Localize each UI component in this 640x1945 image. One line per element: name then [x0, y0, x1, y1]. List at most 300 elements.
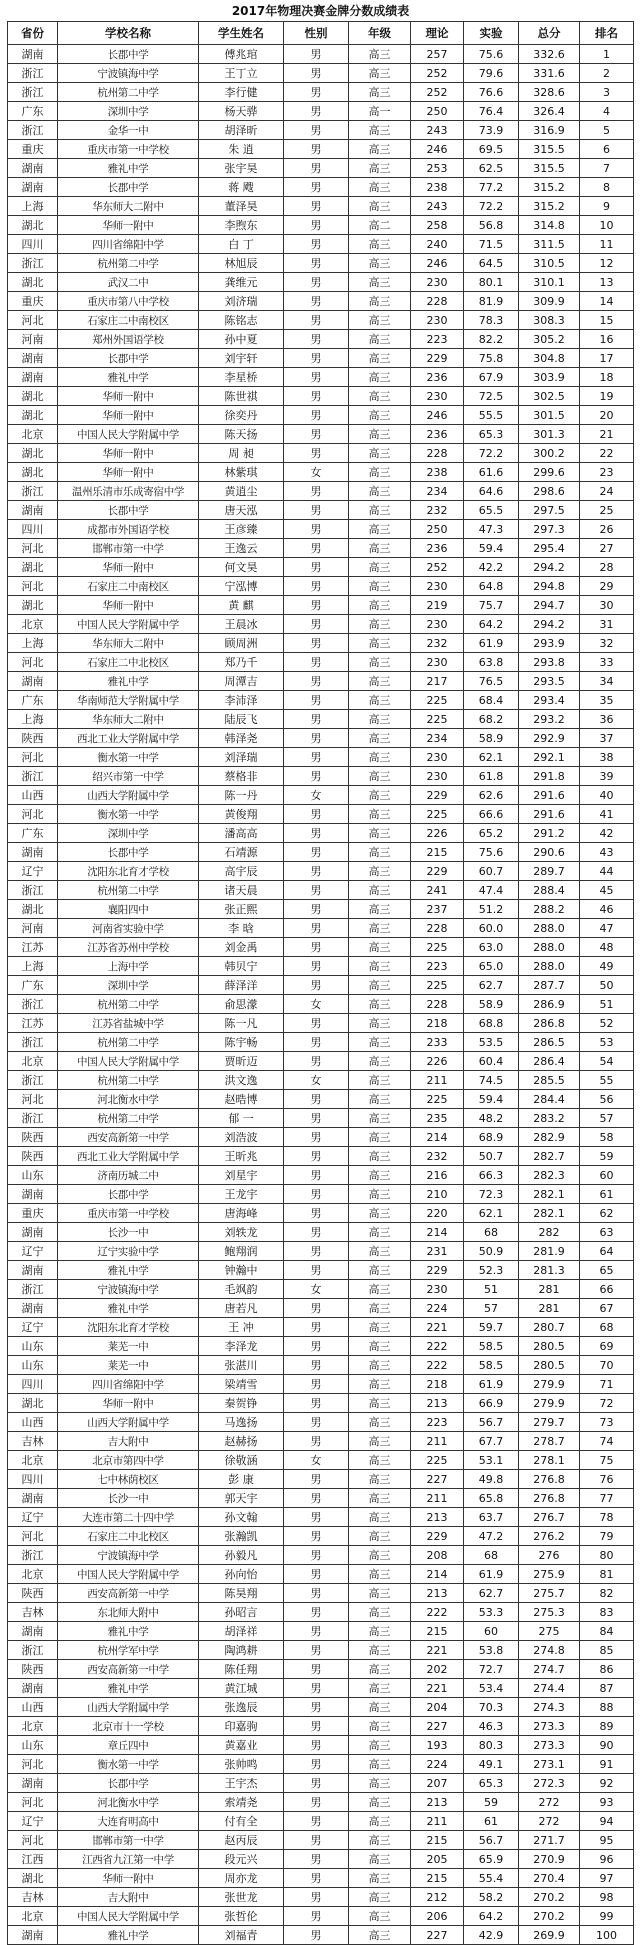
experiment-cell: 64.6	[464, 482, 519, 501]
province-cell: 湖北	[8, 558, 58, 577]
table-body	[8, 45, 634, 1945]
grade-cell: 高二	[349, 216, 411, 235]
grade-cell: 高三	[349, 1185, 411, 1204]
student-cell: 高宇辰	[199, 862, 284, 881]
rank-cell: 18	[580, 368, 634, 387]
rank-cell: 27	[580, 539, 634, 558]
theory-cell: 208	[411, 1546, 464, 1565]
table-row	[8, 748, 634, 767]
school-cell: 雅礼中学	[58, 368, 199, 387]
table-row	[8, 235, 634, 254]
school-cell: 长郡中学	[58, 45, 199, 64]
student-cell: 王逸云	[199, 539, 284, 558]
gender-cell: 男	[284, 83, 349, 102]
theory-cell: 205	[411, 1850, 464, 1869]
theory-cell: 230	[411, 653, 464, 672]
experiment-cell: 75.6	[464, 45, 519, 64]
rank-cell: 98	[580, 1888, 634, 1907]
total-cell: 272	[519, 1793, 580, 1812]
school-cell: 长郡中学	[58, 501, 199, 520]
experiment-cell: 62.7	[464, 976, 519, 995]
table-row	[8, 558, 634, 577]
table-row	[8, 1261, 634, 1280]
theory-cell: 219	[411, 596, 464, 615]
rank-cell: 52	[580, 1014, 634, 1033]
grade-cell: 高三	[349, 1736, 411, 1755]
experiment-cell: 75.7	[464, 596, 519, 615]
province-cell: 山东	[8, 1736, 58, 1755]
rank-cell: 20	[580, 406, 634, 425]
table-row	[8, 178, 634, 197]
gender-cell: 男	[284, 1679, 349, 1698]
school-cell: 河北衡水中学	[58, 1090, 199, 1109]
experiment-cell: 55.4	[464, 1869, 519, 1888]
theory-cell: 211	[411, 1071, 464, 1090]
experiment-cell: 50.7	[464, 1147, 519, 1166]
rank-cell: 34	[580, 672, 634, 691]
rank-cell: 62	[580, 1204, 634, 1223]
experiment-cell: 80.1	[464, 273, 519, 292]
province-cell: 浙江	[8, 482, 58, 501]
province-cell: 四川	[8, 1470, 58, 1489]
theory-cell: 229	[411, 1527, 464, 1546]
rank-cell: 5	[580, 121, 634, 140]
school-cell: 华师一附中	[58, 444, 199, 463]
theory-cell: 225	[411, 1451, 464, 1470]
medal-score-table	[7, 0, 634, 1945]
total-cell: 326.4	[519, 102, 580, 121]
province-cell: 山西	[8, 786, 58, 805]
rank-cell: 3	[580, 83, 634, 102]
gender-cell: 男	[284, 1394, 349, 1413]
experiment-cell: 62.7	[464, 1584, 519, 1603]
table-row	[8, 254, 634, 273]
table-row	[8, 330, 634, 349]
total-cell: 270.9	[519, 1850, 580, 1869]
rank-cell: 58	[580, 1128, 634, 1147]
student-cell: 陈昊翔	[199, 1584, 284, 1603]
total-cell: 288.0	[519, 919, 580, 938]
school-cell: 沈阳东北育才学校	[58, 862, 199, 881]
student-cell: 索靖尧	[199, 1793, 284, 1812]
experiment-cell: 63.7	[464, 1508, 519, 1527]
rank-cell: 82	[580, 1584, 634, 1603]
student-cell: 王宇杰	[199, 1774, 284, 1793]
school-cell: 邯郸市第一中学	[58, 1831, 199, 1850]
student-cell: 顾周洲	[199, 634, 284, 653]
total-cell: 288.4	[519, 881, 580, 900]
student-cell: 李沛泽	[199, 691, 284, 710]
theory-cell: 211	[411, 1489, 464, 1508]
experiment-cell: 66.9	[464, 1394, 519, 1413]
student-cell: 刘金禹	[199, 938, 284, 957]
province-cell: 湖北	[8, 406, 58, 425]
experiment-cell: 53.4	[464, 1679, 519, 1698]
grade-cell: 高三	[349, 577, 411, 596]
theory-cell: 229	[411, 349, 464, 368]
experiment-cell: 58.9	[464, 995, 519, 1014]
student-cell: 李星桥	[199, 368, 284, 387]
student-cell: 张逸辰	[199, 1698, 284, 1717]
gender-cell: 男	[284, 1413, 349, 1432]
student-cell: 韩泽尧	[199, 729, 284, 748]
grade-cell: 高三	[349, 1299, 411, 1318]
theory-cell: 246	[411, 406, 464, 425]
grade-cell: 高三	[349, 1641, 411, 1660]
province-cell: 重庆	[8, 1204, 58, 1223]
rank-cell: 99	[580, 1907, 634, 1926]
table-row	[8, 900, 634, 919]
province-cell: 辽宁	[8, 1812, 58, 1831]
student-cell: 刘浩波	[199, 1128, 284, 1147]
table-row	[8, 425, 634, 444]
column-header-grade: 年级	[349, 22, 411, 45]
rank-cell: 95	[580, 1831, 634, 1850]
table-row	[8, 1812, 634, 1831]
table-row	[8, 1185, 634, 1204]
gender-cell: 男	[284, 1109, 349, 1128]
school-cell: 石家庄二中南校区	[58, 577, 199, 596]
header-row	[8, 22, 634, 45]
school-cell: 杭州第二中学	[58, 1109, 199, 1128]
table-row	[8, 45, 634, 64]
experiment-cell: 66.6	[464, 805, 519, 824]
table-row	[8, 805, 634, 824]
experiment-cell: 56.7	[464, 1831, 519, 1850]
school-cell: 莱芜一中	[58, 1337, 199, 1356]
total-cell: 282.9	[519, 1128, 580, 1147]
province-cell: 浙江	[8, 83, 58, 102]
table-row	[8, 1736, 634, 1755]
theory-cell: 222	[411, 1337, 464, 1356]
theory-cell: 234	[411, 729, 464, 748]
student-cell: 诸天晨	[199, 881, 284, 900]
rank-cell: 10	[580, 216, 634, 235]
grade-cell: 高三	[349, 1033, 411, 1052]
student-cell: 潘高高	[199, 824, 284, 843]
table-row	[8, 1774, 634, 1793]
total-cell: 316.9	[519, 121, 580, 140]
grade-cell: 高三	[349, 1470, 411, 1489]
school-cell: 华师一附中	[58, 1394, 199, 1413]
student-cell: 印嘉驹	[199, 1717, 284, 1736]
experiment-cell: 67.7	[464, 1432, 519, 1451]
total-cell: 294.2	[519, 615, 580, 634]
total-cell: 292.9	[519, 729, 580, 748]
table-row	[8, 406, 634, 425]
rank-cell: 44	[580, 862, 634, 881]
school-cell: 山西大学附属中学	[58, 1413, 199, 1432]
school-cell: 长郡中学	[58, 178, 199, 197]
province-cell: 吉林	[8, 1432, 58, 1451]
experiment-cell: 65.3	[464, 1774, 519, 1793]
gender-cell: 男	[284, 1774, 349, 1793]
table-row	[8, 349, 634, 368]
experiment-cell: 75.6	[464, 843, 519, 862]
gender-cell: 女	[284, 1451, 349, 1470]
theory-cell: 230	[411, 387, 464, 406]
total-cell: 272.3	[519, 1774, 580, 1793]
student-cell: 鲍翔润	[199, 1242, 284, 1261]
school-cell: 沈阳东北育才学校	[58, 1318, 199, 1337]
province-cell: 浙江	[8, 881, 58, 900]
student-cell: 张瀚凯	[199, 1527, 284, 1546]
student-cell: 王晨冰	[199, 615, 284, 634]
theory-cell: 250	[411, 102, 464, 121]
rank-cell: 65	[580, 1261, 634, 1280]
rank-cell: 94	[580, 1812, 634, 1831]
province-cell: 北京	[8, 1451, 58, 1470]
theory-cell: 230	[411, 273, 464, 292]
school-cell: 中国人民大学附属中学	[58, 1052, 199, 1071]
school-cell: 华东师大二附中	[58, 634, 199, 653]
rank-cell: 55	[580, 1071, 634, 1090]
gender-cell: 男	[284, 45, 349, 64]
grade-cell: 高三	[349, 596, 411, 615]
rank-cell: 90	[580, 1736, 634, 1755]
theory-cell: 226	[411, 1052, 464, 1071]
rank-cell: 76	[580, 1470, 634, 1489]
total-cell: 276.2	[519, 1527, 580, 1546]
student-cell: 张世龙	[199, 1888, 284, 1907]
grade-cell: 高三	[349, 1166, 411, 1185]
table-row	[8, 1603, 634, 1622]
province-cell: 浙江	[8, 1641, 58, 1660]
table-row	[8, 1907, 634, 1926]
experiment-cell: 52.3	[464, 1261, 519, 1280]
rank-cell: 85	[580, 1641, 634, 1660]
rank-cell: 89	[580, 1717, 634, 1736]
theory-cell: 233	[411, 1033, 464, 1052]
table-row	[8, 1242, 634, 1261]
school-cell: 西安高新第一中学	[58, 1584, 199, 1603]
theory-cell: 252	[411, 64, 464, 83]
school-cell: 四川省绵阳中学	[58, 1375, 199, 1394]
theory-cell: 228	[411, 444, 464, 463]
table-row	[8, 102, 634, 121]
experiment-cell: 53.5	[464, 1033, 519, 1052]
table-row	[8, 1888, 634, 1907]
student-cell: 白 丁	[199, 235, 284, 254]
student-cell: 王龙宇	[199, 1185, 284, 1204]
school-cell: 中国人民大学附属中学	[58, 1565, 199, 1584]
province-cell: 浙江	[8, 1033, 58, 1052]
student-cell: 林旭辰	[199, 254, 284, 273]
total-cell: 278.1	[519, 1451, 580, 1470]
school-cell: 辽宁实验中学	[58, 1242, 199, 1261]
school-cell: 重庆市第一中学校	[58, 140, 199, 159]
rank-cell: 50	[580, 976, 634, 995]
school-cell: 山西大学附属中学	[58, 1698, 199, 1717]
province-cell: 山东	[8, 1166, 58, 1185]
table-row	[8, 843, 634, 862]
gender-cell: 男	[284, 1755, 349, 1774]
school-cell: 华师一附中	[58, 596, 199, 615]
rank-cell: 30	[580, 596, 634, 615]
school-cell: 杭州第二中学	[58, 995, 199, 1014]
province-cell: 湖南	[8, 1489, 58, 1508]
gender-cell: 男	[284, 1147, 349, 1166]
rank-cell: 40	[580, 786, 634, 805]
gender-cell: 男	[284, 330, 349, 349]
experiment-cell: 57	[464, 1299, 519, 1318]
grade-cell: 高三	[349, 463, 411, 482]
theory-cell: 230	[411, 748, 464, 767]
school-cell: 金华一中	[58, 121, 199, 140]
theory-cell: 224	[411, 1755, 464, 1774]
grade-cell: 高三	[349, 1242, 411, 1261]
school-cell: 东北师大附中	[58, 1603, 199, 1622]
total-cell: 279.9	[519, 1375, 580, 1394]
theory-cell: 232	[411, 501, 464, 520]
province-cell: 湖南	[8, 501, 58, 520]
grade-cell: 高三	[349, 1204, 411, 1223]
province-cell: 河北	[8, 577, 58, 596]
theory-cell: 225	[411, 805, 464, 824]
student-cell: 李行健	[199, 83, 284, 102]
grade-cell: 高三	[349, 1337, 411, 1356]
experiment-cell: 53.1	[464, 1451, 519, 1470]
theory-cell: 257	[411, 45, 464, 64]
experiment-cell: 66.3	[464, 1166, 519, 1185]
experiment-cell: 73.9	[464, 121, 519, 140]
theory-cell: 238	[411, 463, 464, 482]
province-cell: 广东	[8, 102, 58, 121]
total-cell: 283.2	[519, 1109, 580, 1128]
student-cell: 赵赫扬	[199, 1432, 284, 1451]
rank-cell: 96	[580, 1850, 634, 1869]
total-cell: 315.2	[519, 197, 580, 216]
table-row	[8, 577, 634, 596]
province-cell: 湖北	[8, 1869, 58, 1888]
school-cell: 西安高新第一中学	[58, 1660, 199, 1679]
school-cell: 衡水第一中学	[58, 805, 199, 824]
total-cell: 293.9	[519, 634, 580, 653]
province-cell: 浙江	[8, 64, 58, 83]
student-cell: 陆辰飞	[199, 710, 284, 729]
experiment-cell: 80.3	[464, 1736, 519, 1755]
gender-cell: 男	[284, 1375, 349, 1394]
gender-cell: 男	[284, 140, 349, 159]
province-cell: 山东	[8, 1337, 58, 1356]
province-cell: 河北	[8, 1793, 58, 1812]
experiment-cell: 74.5	[464, 1071, 519, 1090]
theory-cell: 211	[411, 1812, 464, 1831]
table-row	[8, 957, 634, 976]
experiment-cell: 59.4	[464, 1090, 519, 1109]
student-cell: 赵丙辰	[199, 1831, 284, 1850]
theory-cell: 236	[411, 368, 464, 387]
total-cell: 291.6	[519, 786, 580, 805]
theory-cell: 231	[411, 1242, 464, 1261]
theory-cell: 215	[411, 1831, 464, 1850]
school-cell: 华师一附中	[58, 216, 199, 235]
school-cell: 北京市第四中学	[58, 1451, 199, 1470]
student-cell: 刘星宇	[199, 1166, 284, 1185]
student-cell: 蔡格非	[199, 767, 284, 786]
grade-cell: 高三	[349, 767, 411, 786]
total-cell: 331.6	[519, 64, 580, 83]
theory-cell: 230	[411, 577, 464, 596]
gender-cell: 男	[284, 1527, 349, 1546]
theory-cell: 232	[411, 1147, 464, 1166]
student-cell: 陈天扬	[199, 425, 284, 444]
province-cell: 湖北	[8, 463, 58, 482]
gender-cell: 男	[284, 425, 349, 444]
gender-cell: 男	[284, 900, 349, 919]
total-cell: 282.7	[519, 1147, 580, 1166]
rank-cell: 12	[580, 254, 634, 273]
province-cell: 湖南	[8, 349, 58, 368]
student-cell: 马逸扬	[199, 1413, 284, 1432]
rank-cell: 21	[580, 425, 634, 444]
theory-cell: 243	[411, 121, 464, 140]
province-cell: 辽宁	[8, 1318, 58, 1337]
grade-cell: 高三	[349, 1603, 411, 1622]
theory-cell: 241	[411, 881, 464, 900]
province-cell: 吉林	[8, 1603, 58, 1622]
school-cell: 长郡中学	[58, 349, 199, 368]
experiment-cell: 64.5	[464, 254, 519, 273]
experiment-cell: 67.9	[464, 368, 519, 387]
rank-cell: 91	[580, 1755, 634, 1774]
gender-cell: 男	[284, 862, 349, 881]
gender-cell: 男	[284, 1014, 349, 1033]
table-row	[8, 1394, 634, 1413]
rank-cell: 84	[580, 1622, 634, 1641]
school-cell: 雅礼中学	[58, 1622, 199, 1641]
total-cell: 289.7	[519, 862, 580, 881]
province-cell: 北京	[8, 1565, 58, 1584]
gender-cell: 男	[284, 824, 349, 843]
table-row	[8, 1869, 634, 1888]
grade-cell: 高三	[349, 615, 411, 634]
table-row	[8, 1489, 634, 1508]
grade-cell: 高三	[349, 843, 411, 862]
table-row	[8, 1413, 634, 1432]
school-cell: 宁波镇海中学	[58, 1546, 199, 1565]
rank-cell: 67	[580, 1299, 634, 1318]
gender-cell: 男	[284, 273, 349, 292]
province-cell: 北京	[8, 1052, 58, 1071]
rank-cell: 17	[580, 349, 634, 368]
student-cell: 赵晧博	[199, 1090, 284, 1109]
experiment-cell: 61.9	[464, 1565, 519, 1584]
experiment-cell: 69.5	[464, 140, 519, 159]
student-cell: 刘轶龙	[199, 1223, 284, 1242]
province-cell: 上海	[8, 710, 58, 729]
gender-cell: 男	[284, 691, 349, 710]
experiment-cell: 48.2	[464, 1109, 519, 1128]
rank-cell: 73	[580, 1413, 634, 1432]
experiment-cell: 51	[464, 1280, 519, 1299]
school-cell: 长沙一中	[58, 1489, 199, 1508]
gender-cell: 男	[284, 653, 349, 672]
table-row	[8, 995, 634, 1014]
student-cell: 孙向怡	[199, 1565, 284, 1584]
student-cell: 刘济瑞	[199, 292, 284, 311]
theory-cell: 227	[411, 1470, 464, 1489]
theory-cell: 214	[411, 1565, 464, 1584]
total-cell: 282.1	[519, 1204, 580, 1223]
school-cell: 杭州第二中学	[58, 881, 199, 900]
theory-cell: 230	[411, 615, 464, 634]
gender-cell: 男	[284, 1907, 349, 1926]
experiment-cell: 60.4	[464, 1052, 519, 1071]
province-cell: 河北	[8, 653, 58, 672]
school-cell: 绍兴市第一中学	[58, 767, 199, 786]
gender-cell: 女	[284, 463, 349, 482]
